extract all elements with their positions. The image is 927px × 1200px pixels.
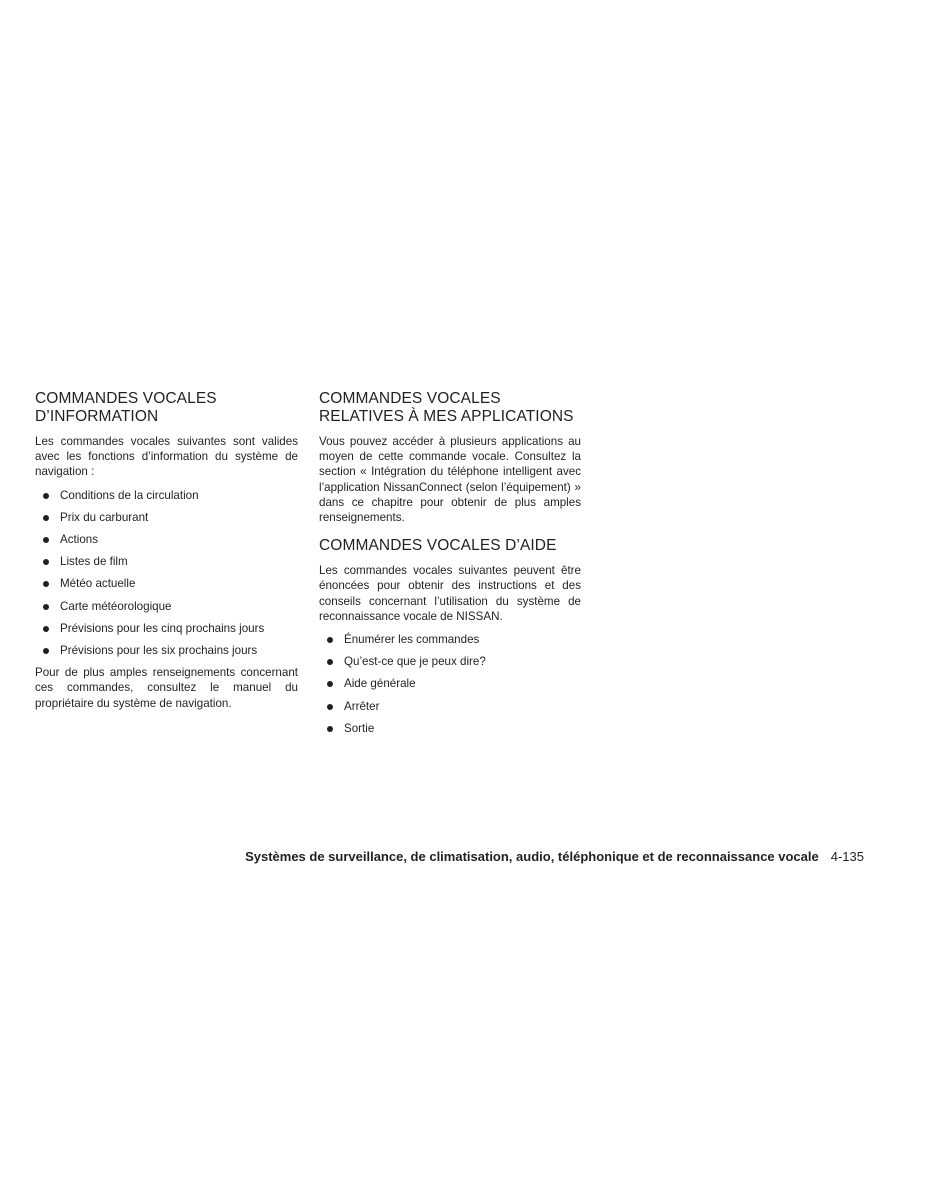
list-item — [35, 643, 298, 658]
bullet-icon — [327, 726, 333, 732]
right-column — [319, 390, 581, 743]
list-item-label: Arrêter — [344, 699, 380, 713]
help-paragraph: Les commandes vocales suivantes peuvent être énoncées pour obtenir des instructions et des conseils concernant l’utilisation du système de reconnaissance vocale de NISSAN. — [319, 564, 581, 623]
information-commands-heading — [35, 390, 298, 426]
list-item-label: Prévisions pour les six prochains jours — [60, 643, 258, 657]
heading-line: COMMANDES VOCALES — [35, 390, 217, 407]
list-item — [319, 721, 581, 736]
footer-section-title: Systèmes de surveillance, de climatisation, audio, téléphonique et de reconnaissance vocale — [245, 849, 819, 864]
list-item — [319, 632, 581, 647]
list-item — [35, 576, 298, 591]
list-item-label: Énumérer les commandes — [344, 633, 480, 647]
list-item-label: Actions — [60, 532, 99, 546]
list-item — [35, 532, 298, 547]
list-item-label: Carte météorologique — [60, 599, 172, 613]
list-item — [319, 654, 581, 669]
bullet-icon — [43, 515, 49, 521]
heading-line: D’INFORMATION — [35, 408, 159, 425]
heading-line: COMMANDES VOCALES — [319, 390, 501, 407]
bullet-icon — [327, 659, 333, 665]
page-footer — [245, 848, 864, 866]
bullet-icon — [43, 493, 49, 499]
applications-paragraph: Vous pouvez accéder à plusieurs applications au moyen de cette commande vocale. Consultez la section « Intégration du téléphone intelligent avec l’application NissanConnect (selon l’équipement) » dans ce chapitre pour obtenir de plus amples renseignements. — [319, 435, 581, 525]
list-item-label: Aide générale — [344, 677, 416, 691]
list-item — [35, 510, 298, 525]
list-item-label: Qu’est-ce que je peux dire? — [344, 655, 486, 669]
list-item — [35, 554, 298, 569]
bullet-icon — [327, 681, 333, 687]
help-command-list — [319, 632, 581, 736]
list-item — [35, 488, 298, 503]
information-intro: Les commandes vocales suivantes sont valides avec les fonctions d’information du système de navigation : — [35, 435, 298, 479]
heading-line: RELATIVES À MES APPLICATIONS — [319, 408, 574, 425]
bullet-icon — [43, 648, 49, 654]
list-item — [35, 621, 298, 636]
left-column — [35, 390, 298, 719]
applications-commands-heading — [319, 390, 581, 426]
list-item-label: Météo actuelle — [60, 577, 136, 591]
page-number: 4-135 — [830, 849, 864, 864]
help-commands-heading: COMMANDES VOCALES D’AIDE — [319, 537, 557, 555]
list-item-label: Sortie — [344, 721, 375, 735]
list-item-label: Conditions de la circulation — [60, 488, 199, 502]
bullet-icon — [43, 626, 49, 632]
list-item — [319, 676, 581, 691]
list-item — [319, 699, 581, 714]
list-item-label: Listes de film — [60, 555, 128, 569]
information-outro: Pour de plus amples renseignements concernant ces commandes, consultez le manuel du propriétaire du système de navigation. — [35, 666, 298, 710]
list-item — [35, 599, 298, 614]
bullet-icon — [43, 604, 49, 610]
bullet-icon — [327, 704, 333, 710]
bullet-icon — [43, 537, 49, 543]
information-command-list — [35, 488, 298, 658]
bullet-icon — [327, 637, 333, 643]
bullet-icon — [43, 559, 49, 565]
bullet-icon — [43, 581, 49, 587]
list-item-label: Prix du carburant — [60, 510, 149, 524]
list-item-label: Prévisions pour les cinq prochains jours — [60, 621, 265, 635]
